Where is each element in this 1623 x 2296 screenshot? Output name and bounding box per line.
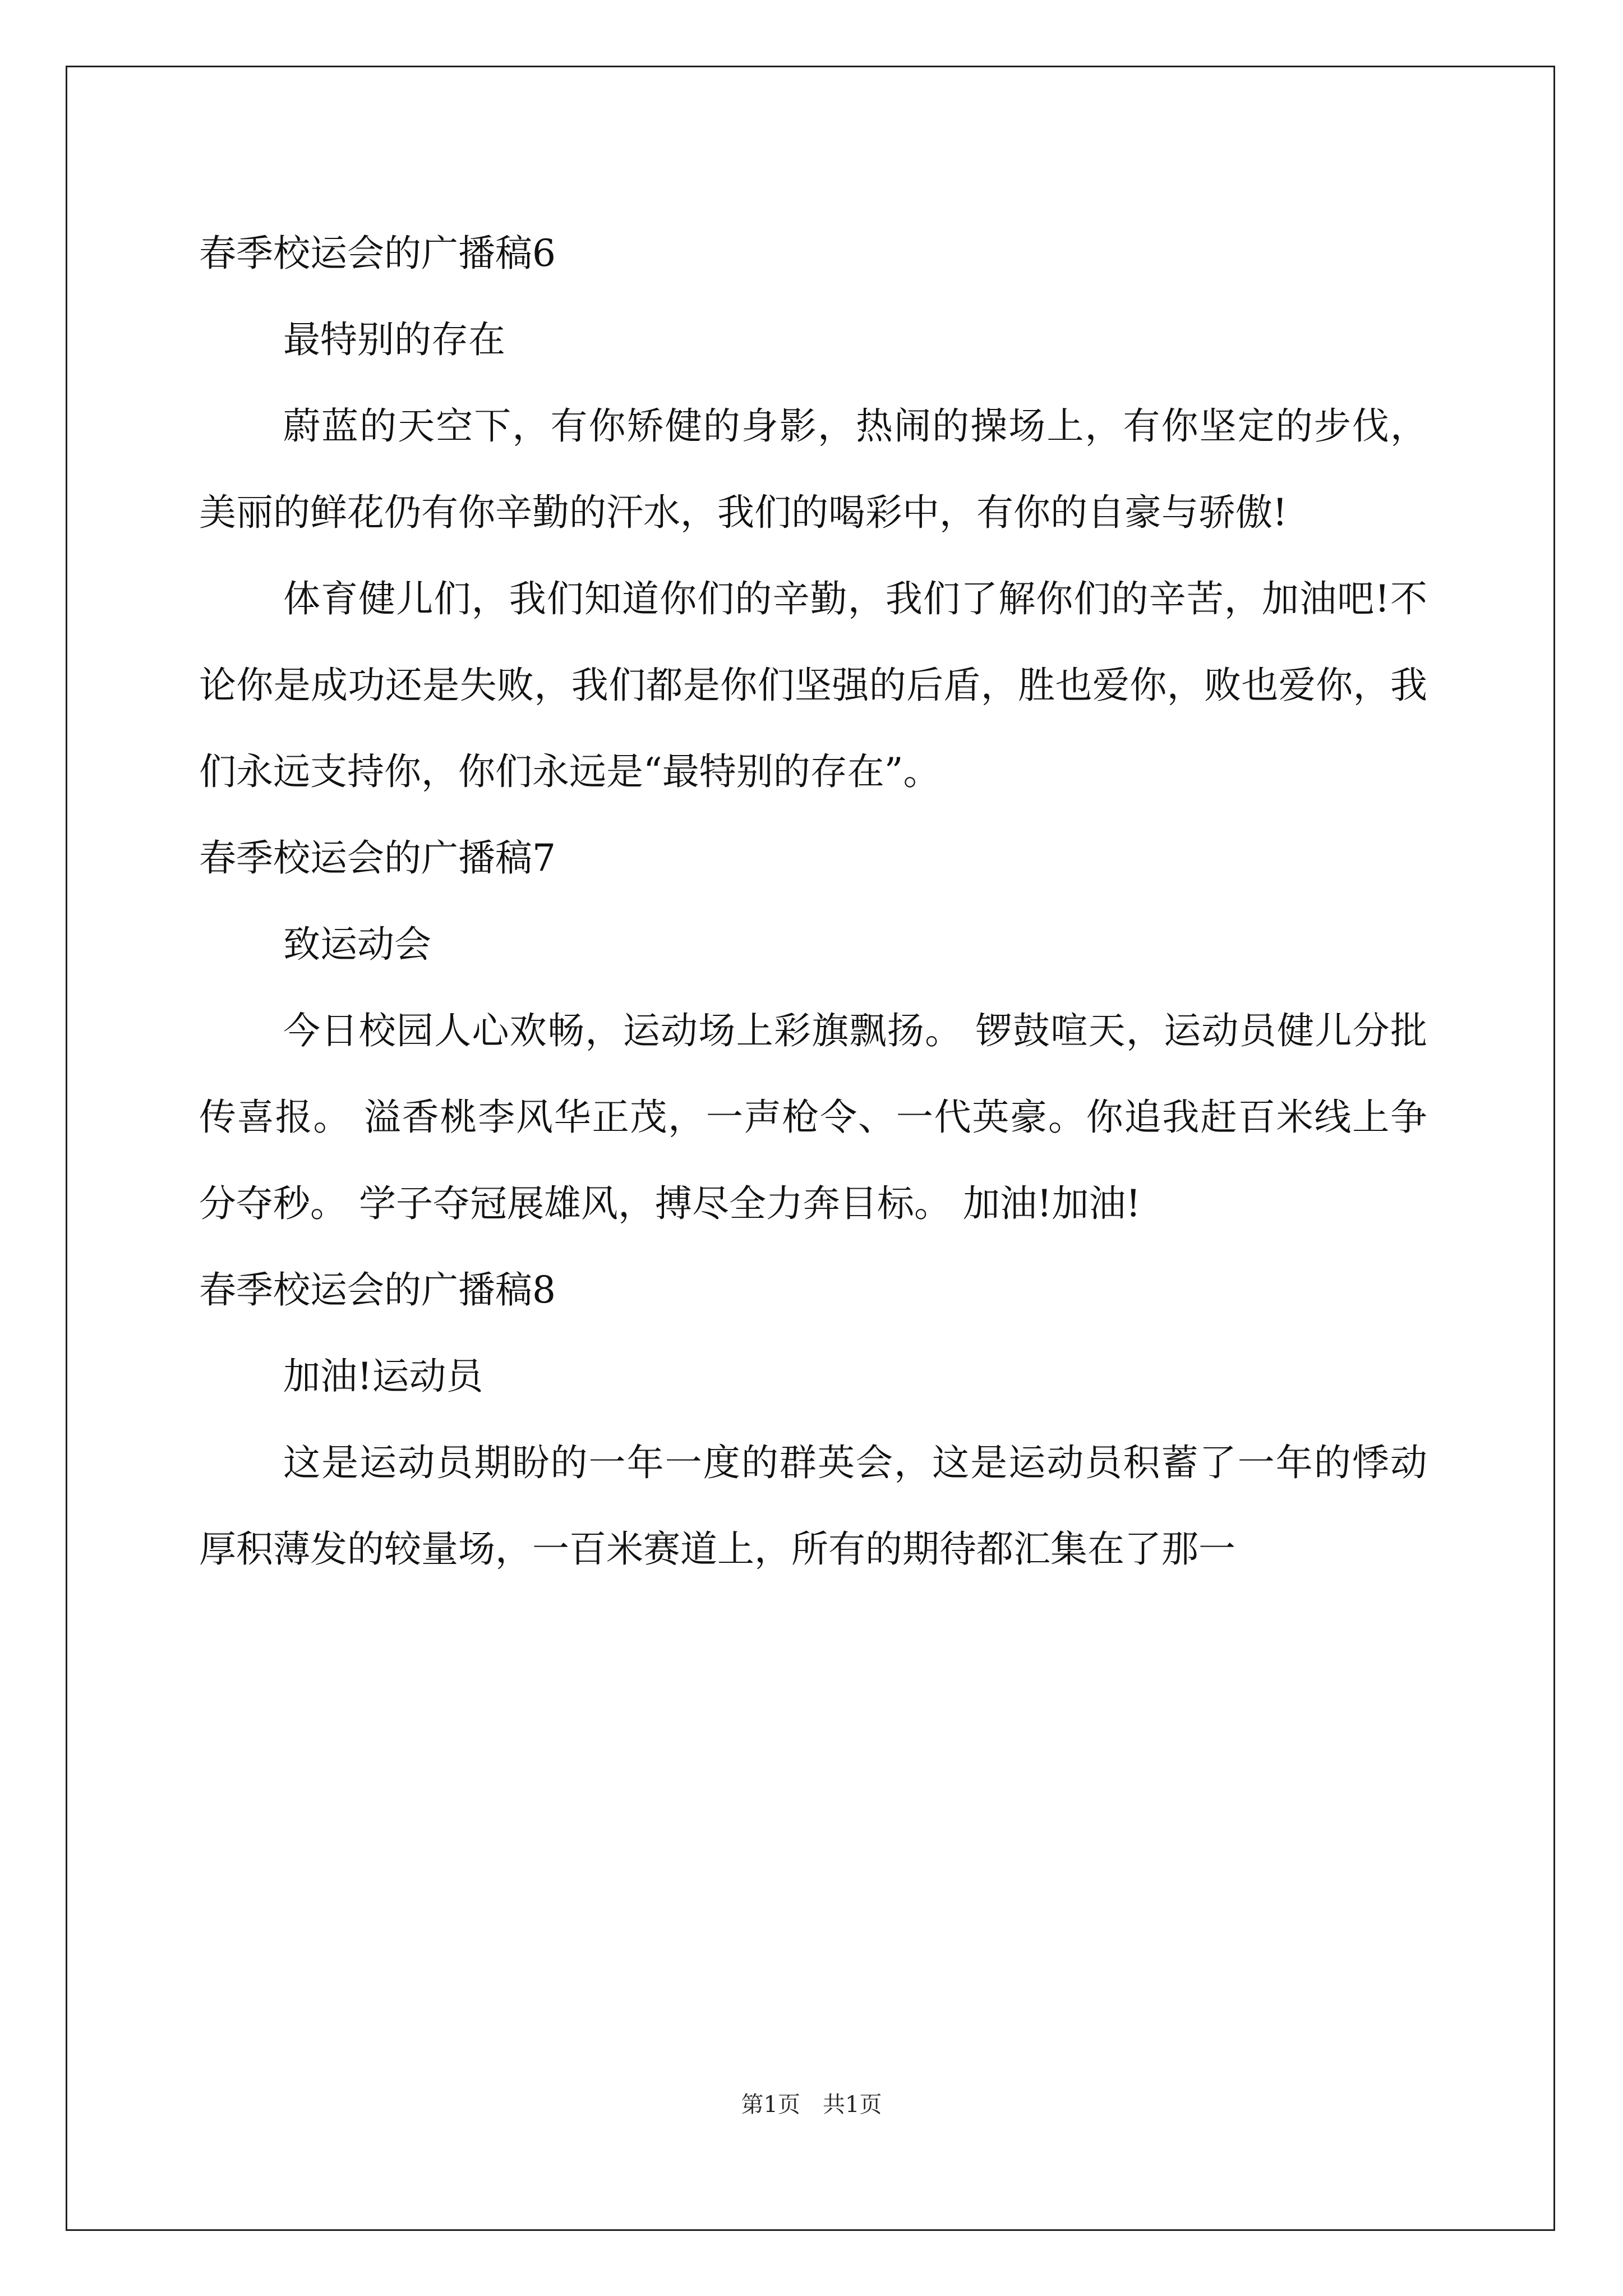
section-title: 最特别的存在 [283, 318, 505, 361]
document-body [199, 210, 1427, 1593]
section-heading: 春季校运会的广播稿7 [199, 836, 556, 880]
paragraph: 这是运动员期盼的一年一度的群英会，这是运动员积蓄了一年的悸动厚积薄发的较量场，一百米赛道上，所有的期待都汇集在了那一 [199, 1441, 1427, 1571]
section-title: 致运动会 [283, 923, 431, 966]
page-footer: 第1页 共1页 [741, 2092, 882, 2118]
paragraph: 体育健儿们，我们知道你们的辛勤，我们了解你们的辛苦，加油吧!不论你是成功还是失败，我们都是你们坚强的后盾，胜也爱你，败也爱你，我们永远支持你，你们永远是“最特别的存在”。 [199, 577, 1427, 793]
section-heading: 春季校运会的广播稿6 [199, 232, 556, 275]
section-heading: 春季校运会的广播稿8 [199, 1268, 556, 1312]
section-title: 加油!运动员 [283, 1355, 483, 1398]
paragraph: 蔚蓝的天空下，有你矫健的身影，热闹的操场上，有你坚定的步伐，美丽的鲜花仍有你辛勤的汗水，我们的喝彩中，有你的自豪与骄傲! [199, 404, 1427, 534]
paragraph: 今日校园人心欢畅，运动场上彩旗飘扬。 锣鼓喧天，运动员健儿分批传喜报。 溢香桃李风华正茂，一声枪令、一代英豪。你追我赶百米线上争分夺秒。 学子夺冠展雄风，搏尽全力奔目标。 加油!加油! [199, 1009, 1427, 1225]
